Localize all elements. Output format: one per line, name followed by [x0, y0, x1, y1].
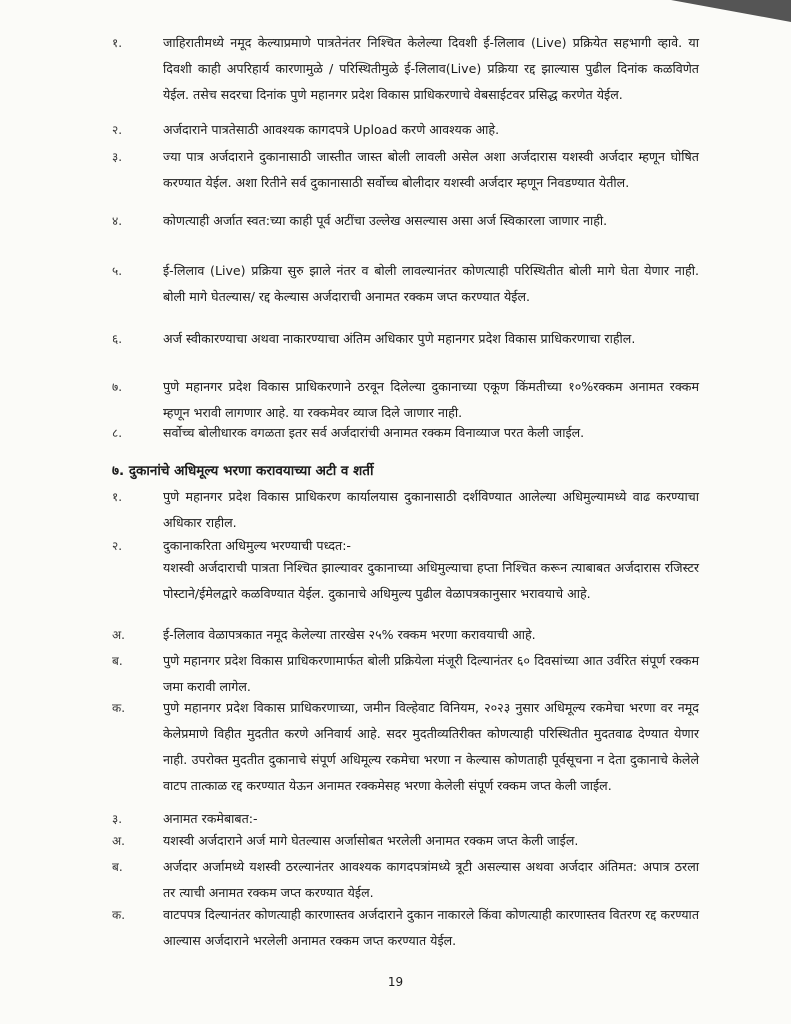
- item-text: दुकानाकरिता अधिमुल्य भरण्याची पध्दत:-: [163, 538, 351, 553]
- item-number: १.: [112, 490, 123, 504]
- item-text: अर्जदाराने पात्रतेसाठी आवश्यक कागदपत्रे Upload करणे आवश्यक आहे.: [163, 122, 500, 137]
- item-number: अ.: [112, 834, 125, 848]
- item-text: ज्या पात्र अर्जदाराने दुकानासाठी जास्तीत जास्त बोली लावली असेल अशा अर्जदारास यशस्वी अर्जदार म्हणून घोषित करण्यात येईल. अशा रितीने सर्व दुकानासाठी सर्वोच्च बोलीदार यशस्वी अर्जदार म्हणून निवडण्यात येतील.: [163, 149, 699, 190]
- item-text: अर्ज स्वीकारण्याचा अथवा नाकारण्याचा अंतिम अधिकार पुणे महानगर प्रदेश विकास प्राधिकरणाचा राहील.: [163, 331, 636, 346]
- item-number: ८.: [112, 426, 123, 440]
- item-number: १.: [112, 36, 123, 50]
- item-text: अर्जदार अर्जामध्ये यशस्वी ठरल्यानंतर आवश्यक कागदपत्रांमध्ये त्रूटी असल्यास अथवा अर्जदार अंतिमत: अपात्र ठरला तर त्याची अनामत रक्कम जप्त करण्यात येईल.: [163, 859, 699, 900]
- item-number: ३.: [112, 150, 123, 164]
- item-text: यशस्वी अर्जदाराने अर्ज मागे घेतल्यास अर्जासोबत भरलेली अनामत रक्कम जप्त केली जाईल.: [163, 833, 579, 848]
- item-text: सर्वोच्च बोलीधारक वगळता इतर सर्व अर्जदारांची अनामत रक्कम विनाव्याज परत केली जाईल.: [163, 425, 585, 440]
- item-text: ई-लिलाव वेळापत्रकात नमूद केलेल्या तारखेस २५% रक्कम भरणा करावयाची आहे.: [163, 627, 536, 642]
- item-number: २.: [112, 123, 123, 137]
- item-text: जाहिरातीमध्ये नमूद केल्याप्रमाणे पात्रतेनंतर निश्चित केलेल्या दिवशी ई-लिलाव (Live) प्रक्रियेत सहभागी व्हावे. या दिवशी काही अपरिहार्य कारणामुळे / परिस्थितीमुळे ई-लिलाव(Live) प्रक्रिया रद्द झाल्यास पुढील दिनांक कळविणेत येईल. तसेच सदरचा दिनांक पुणे महानगर प्रदेश विकास प्राधिकरणाचे वेबसाईटवर प्रसिद्ध करणेत येईल.: [163, 35, 699, 102]
- item-number: ६.: [112, 332, 123, 346]
- item-text: पुणे महानगर प्रदेश विकास प्राधिकरणाच्या, जमीन विल्हेवाट विनियम, २०२३ नुसार अधिमूल्य रकमेचा भरणा वर नमूद केलेप्रमाणे विहीत मुदतीत करणे अनिवार्य आहे. सदर मुदतीव्यतिरीक्त कोणत्याही परिस्थितीत मुदतवाढ देण्यात येणार नाही. उपरोक्त मुदतीत दुकानाचे संपूर्ण अधिमूल्य रकमेचा भरणा न केल्यास कोणताही पूर्वसूचना न देता दुकानाचे केलेले वाटप तात्काळ रद्द करण्यात येऊन अनामत रक्कमेसह भरणा केलेली संपूर्ण रक्कम जप्त केली जाईल.: [163, 700, 699, 793]
- item-text: पुणे महानगर प्रदेश विकास प्राधिकरणाने ठरवून दिलेल्या दुकानाच्या एकूण किंमतीच्या १०%रक्कम अनामत रक्कम म्हणून भरावी लागणार आहे. या रक्कमेवर व्याज दिले जाणार नाही.: [163, 379, 699, 420]
- item-number: ३.: [112, 812, 123, 826]
- item-number: अ.: [112, 628, 125, 642]
- item-number: ७.: [112, 380, 123, 394]
- item-text: पुणे महानगर प्रदेश विकास प्राधिकरणामार्फत बोली प्रक्रियेला मंजूरी दिल्यानंतर ६० दिवसांच्या आत उर्वरित संपूर्ण रक्कम जमा करावी लागेल.: [163, 653, 699, 694]
- item-text: ई-लिलाव (Live) प्रक्रिया सुरु झाले नंतर व बोली लावल्यानंतर कोणत्याही परिस्थितीत बोली मागे घेता येणार नाही. बोली मागे घेतल्यास/ रद्द केल्यास अर्जदाराची अनामत रक्कम जप्त करण्यात येईल.: [163, 263, 699, 304]
- item-number: क.: [112, 701, 126, 715]
- section-heading: ७. दुकानांचे अधिमूल्य भरणा करावयाच्या अटी व शर्ती: [112, 463, 374, 479]
- item-number: ४.: [112, 214, 123, 228]
- item-number: ब.: [112, 654, 123, 668]
- item-text: यशस्वी अर्जदाराची पात्रता निश्चित झाल्यावर दुकानाच्या अधिमुल्याचा हप्ता निश्चित करून त्याबाबत अर्जदारास रजिस्टर पोस्टाने/ईमेलद्वारे कळविण्यात येईल. दुकानाचे अधिमुल्य पुढील वेळापत्रकानुसार भरावयाचे आहे.: [163, 560, 699, 601]
- item-text: कोणत्याही अर्जात स्वत:च्या काही पूर्व अटींचा उल्लेख असल्यास असा अर्ज स्विकारला जाणार नाही.: [163, 213, 608, 228]
- page-number: 19: [387, 975, 404, 989]
- item-number: ५.: [112, 264, 123, 278]
- item-number: २.: [112, 539, 123, 553]
- item-number: ब.: [112, 860, 123, 874]
- item-text: पुणे महानगर प्रदेश विकास प्राधिकरण कार्यालयास दुकानासाठी दर्शविण्यात आलेल्या अधिमुल्यामध्ये वाढ करण्याचा अधिकार राहील.: [163, 489, 699, 530]
- item-text: वाटपपत्र दिल्यानंतर कोणत्याही कारणास्तव अर्जदाराने दुकान नाकारले किंवा कोणत्याही कारणास्तव वितरण रद्द करण्यात आल्यास अर्जदाराने भरलेली अनामत रक्कम जप्त करण्यात येईल.: [163, 907, 699, 948]
- item-text: अनामत रकमेबाबत:-: [163, 811, 258, 826]
- item-number: क.: [112, 908, 126, 922]
